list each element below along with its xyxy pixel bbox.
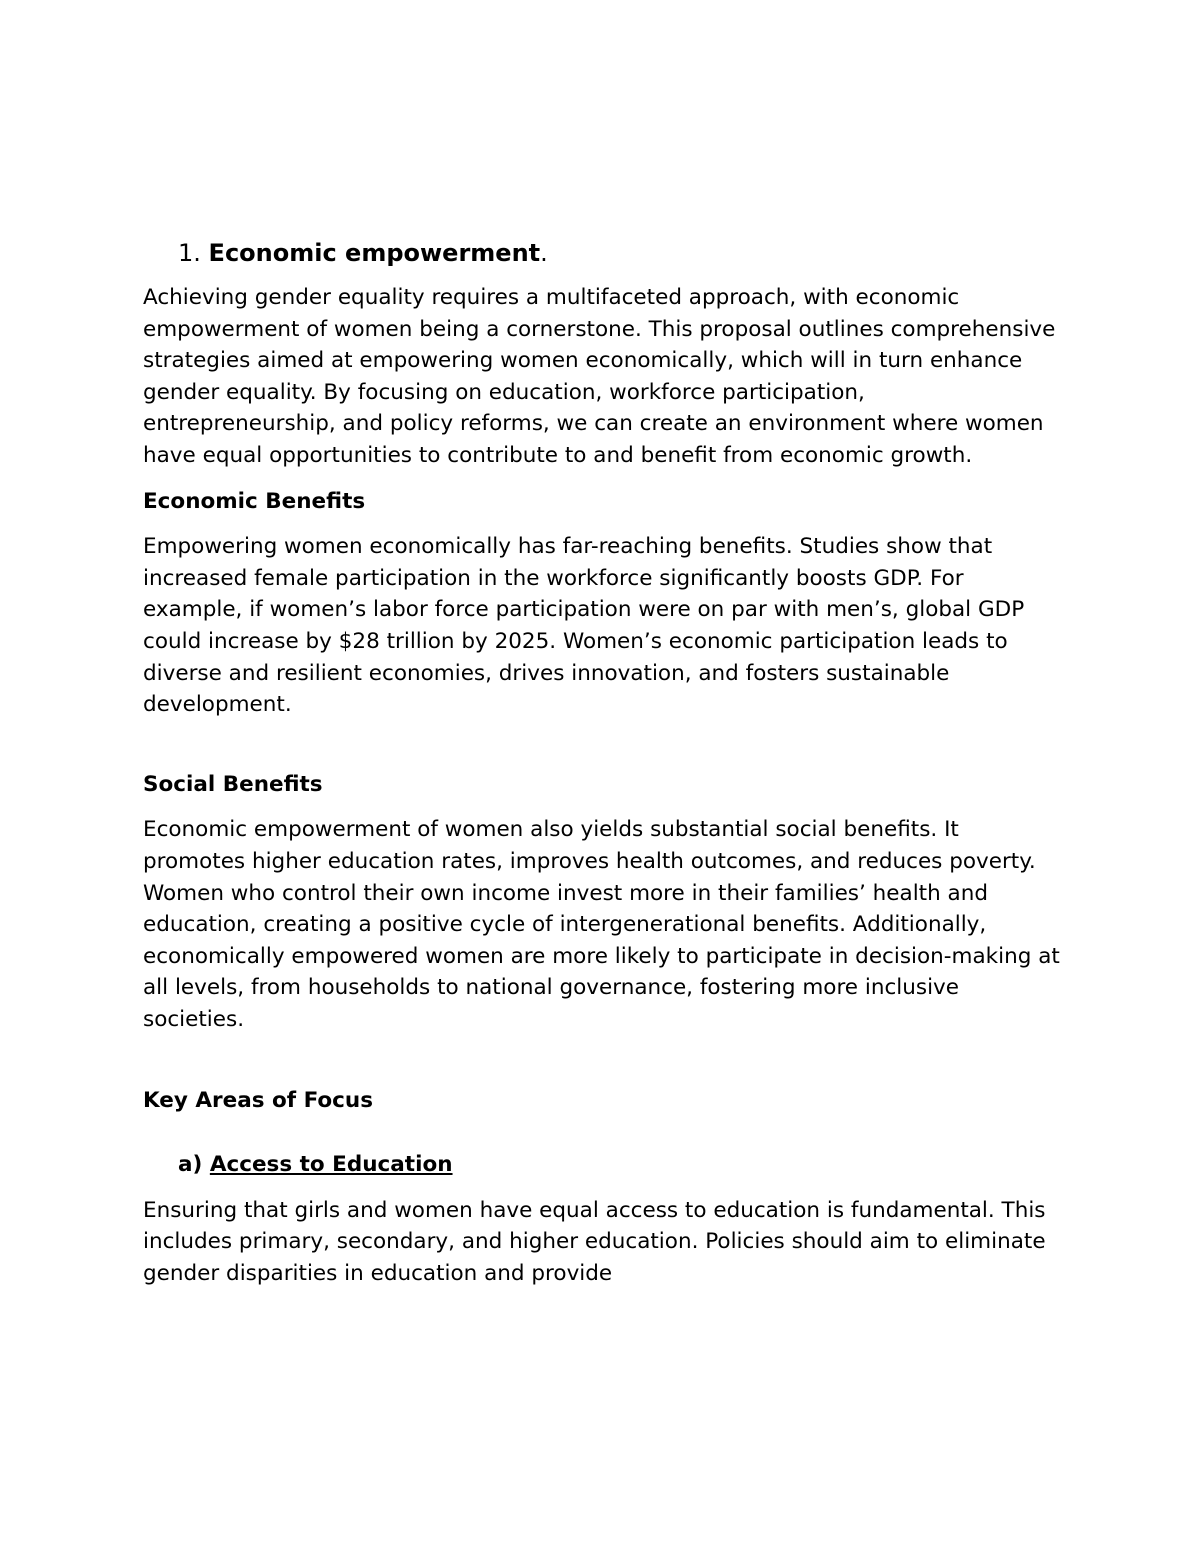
intro-paragraph: Achieving gender equality requires a multifaceted approach, with economic empowerment of women being a cornerstone. This proposal outlines comprehensive strategies aimed at empowering women economically, which will in turn enhance gender equality. By focusing on education, workforce participation, entrepreneurship, and policy reforms, we can create an environment where women have equal opportunities to contribute to and benefit from economic growth. — [143, 285, 1056, 468]
document-body — [143, 234, 1063, 1303]
blank-line — [143, 1049, 1063, 1085]
key-areas-title: Key Areas of Focus — [143, 1088, 374, 1114]
heading-suffix: . — [540, 239, 548, 267]
social-benefits-title: Social Benefits — [143, 771, 323, 797]
access-to-education-heading — [178, 1149, 1063, 1181]
blank-line — [143, 735, 1063, 769]
section-heading — [178, 234, 1063, 272]
economic-benefits-title: Economic Benefits — [143, 488, 366, 514]
sub-item-marker: a) — [178, 1152, 203, 1178]
sub-item-label: Access to Education — [209, 1152, 453, 1178]
social-benefits-paragraph: Economic empowerment of women also yields substantial social benefits. It promotes higher education rates, improves health outcomes, and reduces poverty. Women who control their own income invest more in their families’ health and education, creating a positive cycle of intergenerational benefits. Additionally, economically empowered women are more likely to participate in decision-making at all levels, from households to national governance, fostering more inclusive societies. — [143, 817, 1060, 1032]
blank-line — [143, 1131, 1063, 1149]
heading-title: Economic empowerment — [208, 239, 541, 267]
heading-number: 1. — [178, 239, 201, 267]
economic-benefits-paragraph: Empowering women economically has far-reaching benefits. Studies show that increased female participation in the workforce significantly boosts GDP. For example, if women’s labor force participation were on par with men’s, global GDP could increase by $28 trillion by 2025. Women’s economic participation leads to diverse and resilient economies, drives innovation, and fosters sustainable development. — [143, 534, 1025, 718]
access-to-education-paragraph: Ensuring that girls and women have equal access to education is fundamental. This includes primary, secondary, and higher education. Policies should aim to eliminate gender disparities in education and provide — [143, 1197, 1046, 1286]
